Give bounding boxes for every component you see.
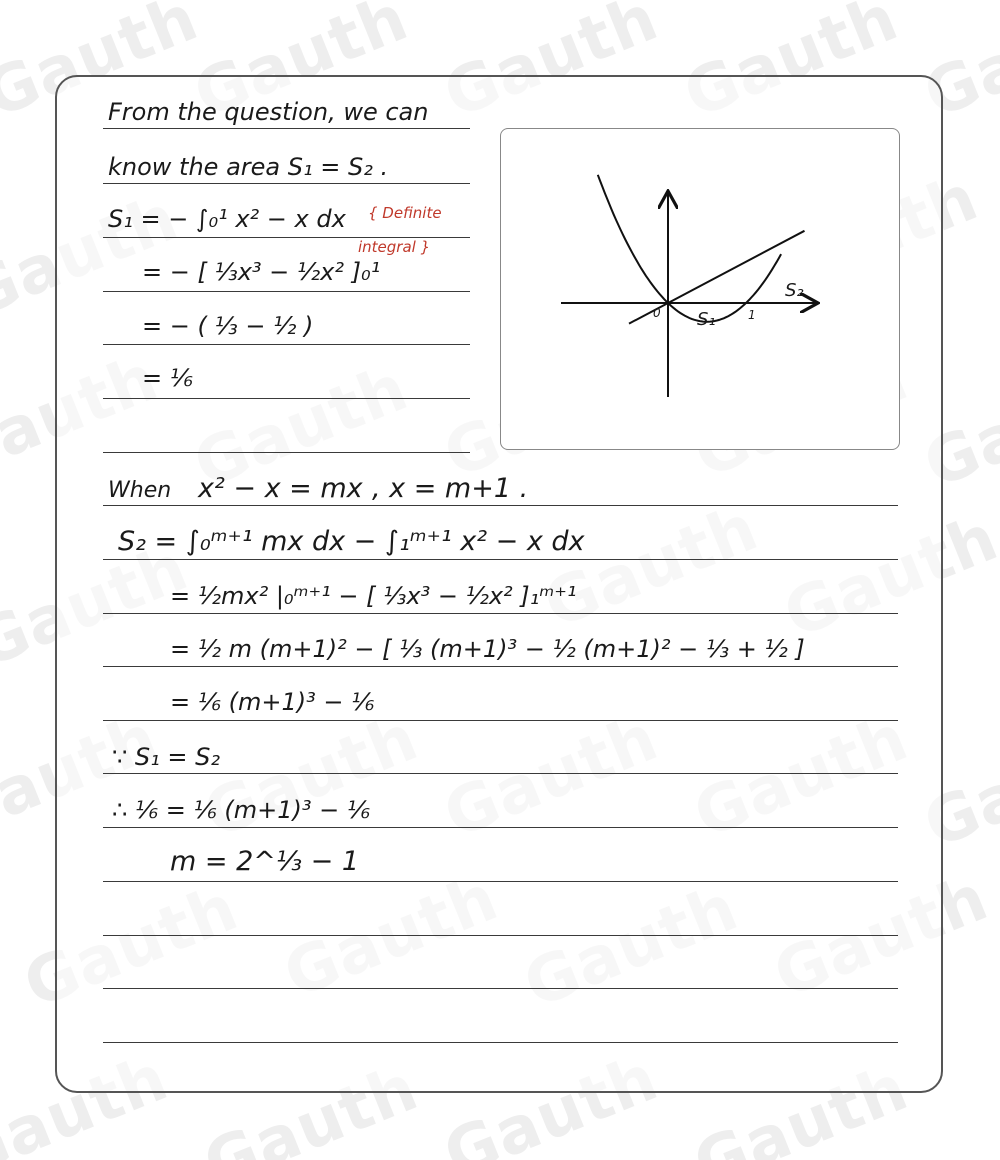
ruled-line [103,398,470,399]
label-one: 1 [748,308,756,322]
ruled-line [103,773,898,774]
ruled-line [103,505,898,506]
graph-panel [500,128,900,450]
label-origin: 0 [653,306,661,320]
margin-note-integral: integral } [358,238,431,256]
final-answer: m = 2^⅓ − 1 [170,846,360,877]
parabola-curve [598,175,781,322]
ruled-line [103,720,898,721]
when-label: When [108,478,172,503]
ruled-line [103,881,898,882]
s2-definition: S₂ = ∫₀ᵐ⁺¹ mx dx − ∫₁ᵐ⁺¹ x² − x dx [118,526,585,557]
note-line-2: know the area S₁ = S₂ . [108,153,389,181]
ruled-line [103,935,898,936]
s2-step-2: = ½ m (m+1)² − [ ⅓ (m+1)³ − ½ (m+1)² − ⅓ + ½ ] [170,635,805,663]
when-equation: x² − x = mx [198,473,363,504]
ruled-line [103,291,470,292]
ruled-line [103,452,470,453]
s1-integral: S₁ = − ∫₀¹ x² − x dx [108,205,346,233]
margin-note-definite: { Definite [368,204,442,222]
s2-step-1: = ½mx² |₀ᵐ⁺¹ − [ ⅓x³ − ½x² ]₁ᵐ⁺¹ [170,582,577,610]
ruled-line [103,666,898,667]
s1-step-1: = − [ ⅓x³ − ½x² ]₀¹ [142,258,381,286]
ruled-line [103,128,470,129]
ruled-line [103,613,898,614]
because-line: ∵ S₁ = S₂ [112,743,220,771]
label-s2: S₂ [785,280,804,301]
ruled-line [103,827,898,828]
s1-result: = ⅙ [142,364,193,392]
ruled-line [103,183,470,184]
ruled-line [103,988,898,989]
ruled-line [103,344,470,345]
ruled-line [103,559,898,560]
ruled-line [103,1042,898,1043]
therefore-line: ∴ ⅙ = ⅙ (m+1)³ − ⅙ [112,796,371,824]
when-result: , x = m+1 . [372,473,529,504]
s2-step-3: = ⅙ (m+1)³ − ⅙ [170,688,375,716]
note-line-1: From the question, we can [108,98,429,126]
s1-step-2: = − ( ⅓ − ½ ) [142,312,314,340]
label-s1: S₁ [697,309,716,330]
parabola-graph [501,129,901,451]
